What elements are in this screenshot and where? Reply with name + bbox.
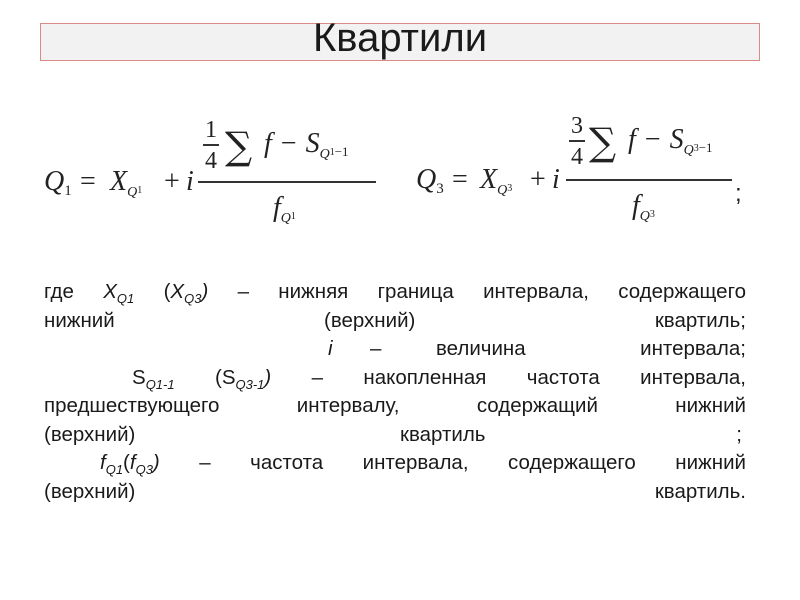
- def-line-1: где $X_{Q1}$ $(X_{Q3})$ – нижняя граница интервала, содержащего: [44, 280, 746, 306]
- definitions-text: [44, 278, 746, 506]
- q1-lhs: Q1: [44, 166, 72, 199]
- q3-semicolon: ;: [735, 180, 742, 207]
- q1-x: $X_Q1$: [110, 166, 143, 200]
- def-line-4: $S_{Q1-1}$ $(S_{Q3-1})$ – накопленная частота интервала,: [132, 365, 746, 392]
- def-line-2: нижний (верхний) квартиль;: [44, 308, 746, 332]
- q3-sigma: ∑: [589, 120, 617, 164]
- q1-eq: =: [80, 166, 96, 197]
- slide-title: Квартили: [312, 16, 488, 60]
- def-line-3: i – величина интервала;: [328, 337, 746, 360]
- def-line-5: предшествующего интервалу, содержащий нижний: [44, 394, 746, 417]
- q3-coef-den: 4: [571, 144, 583, 170]
- def-line-7: $f_{Q1}(f_{Q3})$ – частота интервала, содержащего нижний: [100, 451, 746, 477]
- q3-eq: =: [452, 164, 468, 195]
- def-line-8: (верхний) квартиль.: [44, 479, 746, 503]
- q1-i: i: [186, 166, 194, 197]
- q3-x: $X_Q3$: [480, 164, 513, 198]
- q1-coef-num: 1: [205, 117, 217, 143]
- q3-coef-num: 3: [571, 113, 583, 139]
- q3-numerator: $f - S_Q3-1$: [628, 124, 713, 158]
- q1-denominator: $f_Q1$: [273, 192, 296, 226]
- q3-i: i: [552, 164, 560, 195]
- q3-main-bar: [566, 179, 732, 181]
- q3-denominator: $f_Q3$: [632, 190, 655, 224]
- q1-coef-den: 4: [205, 148, 217, 174]
- def-line-6: (верхний) квартиль ;: [44, 422, 742, 446]
- q1-numerator: $f - S_Q1-1$: [264, 128, 349, 162]
- formula-q3: [0, 0, 800, 260]
- q3-plus: +: [530, 164, 546, 195]
- q3-coef-bar: [569, 140, 585, 142]
- q3-lhs: Q3: [416, 164, 444, 197]
- q1-sigma: ∑: [225, 124, 253, 168]
- q1-plus: +: [164, 166, 180, 197]
